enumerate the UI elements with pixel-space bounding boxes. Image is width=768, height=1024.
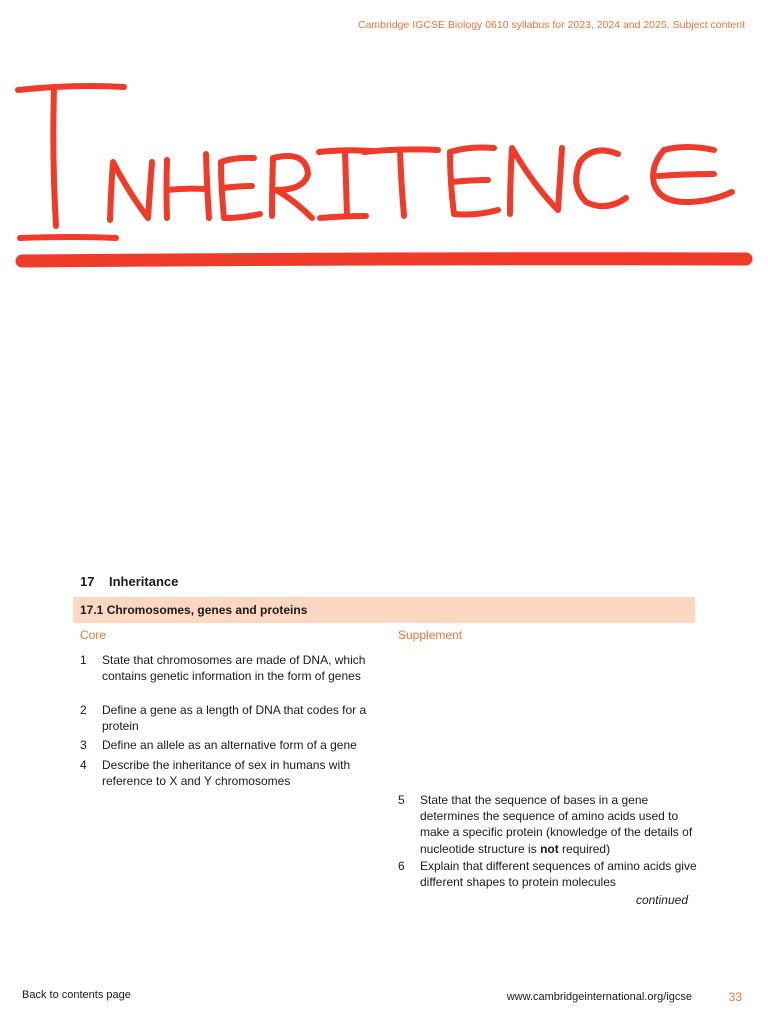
stroke-letter-i2 [319,150,372,218]
core-item-3 [80,737,380,753]
subsection-heading-bar [73,597,695,623]
stroke-letter-c [576,150,626,206]
stroke-letter-r [272,156,312,218]
core-item-4 [80,757,380,789]
back-to-contents-link[interactable]: Back to contents page [22,989,131,1001]
section-number: 17 [80,574,95,589]
item-text: Explain that different sequences of amino acids give different shapes to protein molecules [420,859,697,890]
item-text: State that the sequence of bases in a gene determines the sequence of amino acids used to make a specific protein (knowledge of the details of nucleotide structure is not required) [420,793,693,856]
page-number: 33 [728,990,742,1004]
section-title: Inheritance [109,574,179,589]
supplement-column-heading: Supplement [398,628,463,642]
item-text: Define a gene as a length of DNA that codes for a protein [102,703,367,734]
supplement-item-6 [398,858,698,890]
stroke-letter-e1 [221,158,260,218]
item-number: 3 [80,738,87,752]
stroke-underline [22,259,746,261]
item-text: Describe the inheritance of sex in humans with reference to X and Y chromosomes [102,758,351,789]
core-column-heading: Core [80,628,107,642]
item-number: 4 [80,758,87,772]
emphasis-not: not [540,841,559,856]
website-link[interactable]: www.cambridgeinternational.org/igcse [506,991,692,1003]
stroke-letter-h [167,154,210,218]
core-item-2 [80,702,380,734]
stroke-letter-e3 [653,147,732,202]
item-text: State that chromosomes are made of DNA, which contains genetic information in the form of genes [102,653,366,684]
stroke-letter-n2 [510,148,562,214]
stroke-letter-e2 [450,148,498,215]
continued-note: continued [635,893,688,907]
core-item-1 [80,652,380,684]
supplement-item-5 [398,792,698,857]
stroke-letter-t [364,149,438,216]
item-number: 6 [398,859,405,873]
handwritten-title-annotation [14,78,754,273]
item-text: Define an allele as an alternative form of a gene [102,738,357,752]
item-number: 2 [80,703,87,717]
running-header: Cambridge IGCSE Biology 0610 syllabus for 2023, 2024 and 2025. Subject content [358,19,745,31]
subsection-title: 17.1 Chromosomes, genes and proteins [80,603,308,617]
stroke-letter-n [110,162,152,220]
item-number: 1 [80,653,87,667]
item-number: 5 [398,793,405,807]
section-heading [80,574,178,589]
